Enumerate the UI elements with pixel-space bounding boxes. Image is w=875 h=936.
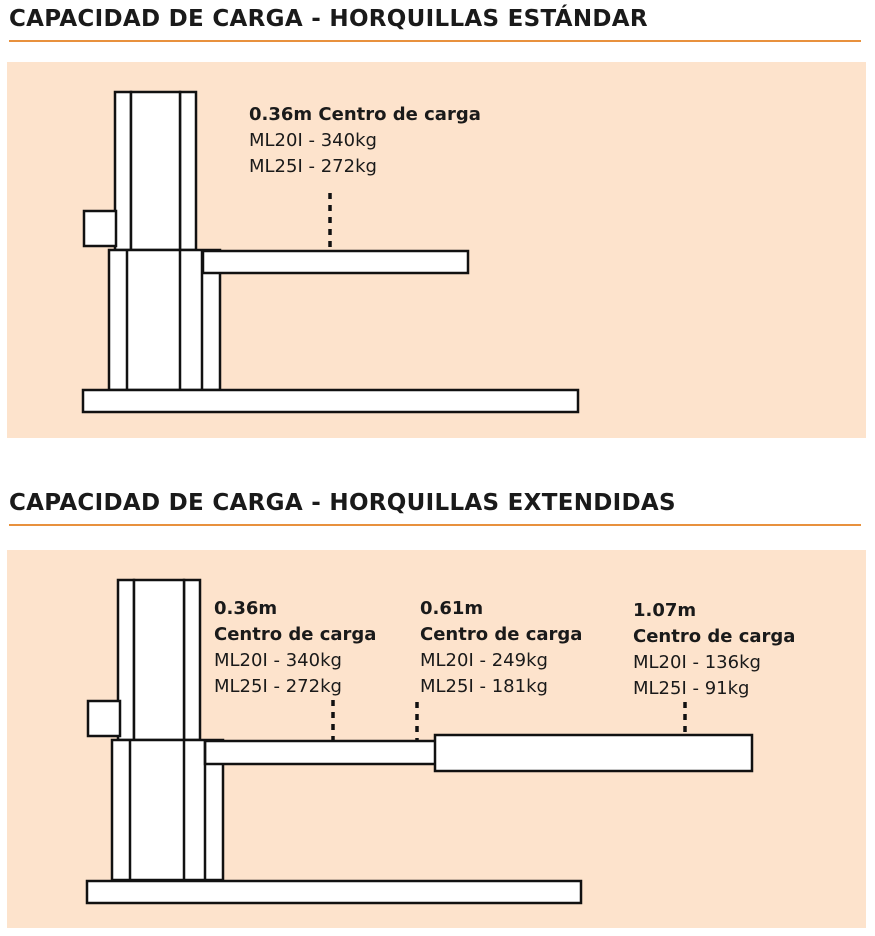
load-center-caption: Centro de carga xyxy=(633,626,796,647)
extended-load-label-2 xyxy=(420,596,582,700)
load-center-distance: 0.36m xyxy=(214,598,278,619)
mast-upper-center xyxy=(131,92,180,250)
ml20-capacity: ML20I - 249kg xyxy=(420,650,548,671)
load-center-caption: Centro de carga xyxy=(214,624,377,645)
extended-title-rule xyxy=(9,524,861,526)
ml20-capacity: ML20I - 136kg xyxy=(633,652,761,673)
ml20-capacity: ML20I - 340kg xyxy=(214,650,342,671)
ml25-capacity: ML25I - 181kg xyxy=(420,676,548,697)
ml20-capacity: ML20I - 340kg xyxy=(249,130,377,151)
fork-arm xyxy=(203,251,468,273)
ml25-capacity: ML25I - 272kg xyxy=(249,156,377,177)
fork-arm xyxy=(205,741,437,764)
extended-diagram-panel xyxy=(7,550,866,928)
load-center-title: 0.36m Centro de carga xyxy=(249,104,481,125)
load-center-distance: 1.07m xyxy=(633,600,697,621)
side-block xyxy=(88,701,120,736)
standard-section-title: CAPACIDAD DE CARGA - HORQUILLAS ESTÁNDAR xyxy=(9,6,648,32)
ml25-capacity: ML25I - 91kg xyxy=(633,678,750,699)
fork-extension xyxy=(435,735,752,771)
extended-load-label-1 xyxy=(214,596,376,700)
standard-diagram-panel xyxy=(7,62,866,438)
standard-title-rule xyxy=(9,40,861,42)
extended-section-title: CAPACIDAD DE CARGA - HORQUILLAS EXTENDIDAS xyxy=(9,490,676,516)
mast-upper-center xyxy=(134,580,184,740)
mast-upper-left xyxy=(115,92,131,250)
load-center-distance: 0.61m xyxy=(420,598,484,619)
base-plate xyxy=(83,390,578,412)
side-block xyxy=(84,211,116,246)
mast-upper-right xyxy=(184,580,200,740)
base-plate xyxy=(87,881,581,903)
extended-load-label-3 xyxy=(633,598,795,702)
standard-load-label xyxy=(249,102,481,180)
mast-upper-right xyxy=(180,92,196,250)
ml25-capacity: ML25I - 272kg xyxy=(214,676,342,697)
load-center-caption: Centro de carga xyxy=(420,624,583,645)
